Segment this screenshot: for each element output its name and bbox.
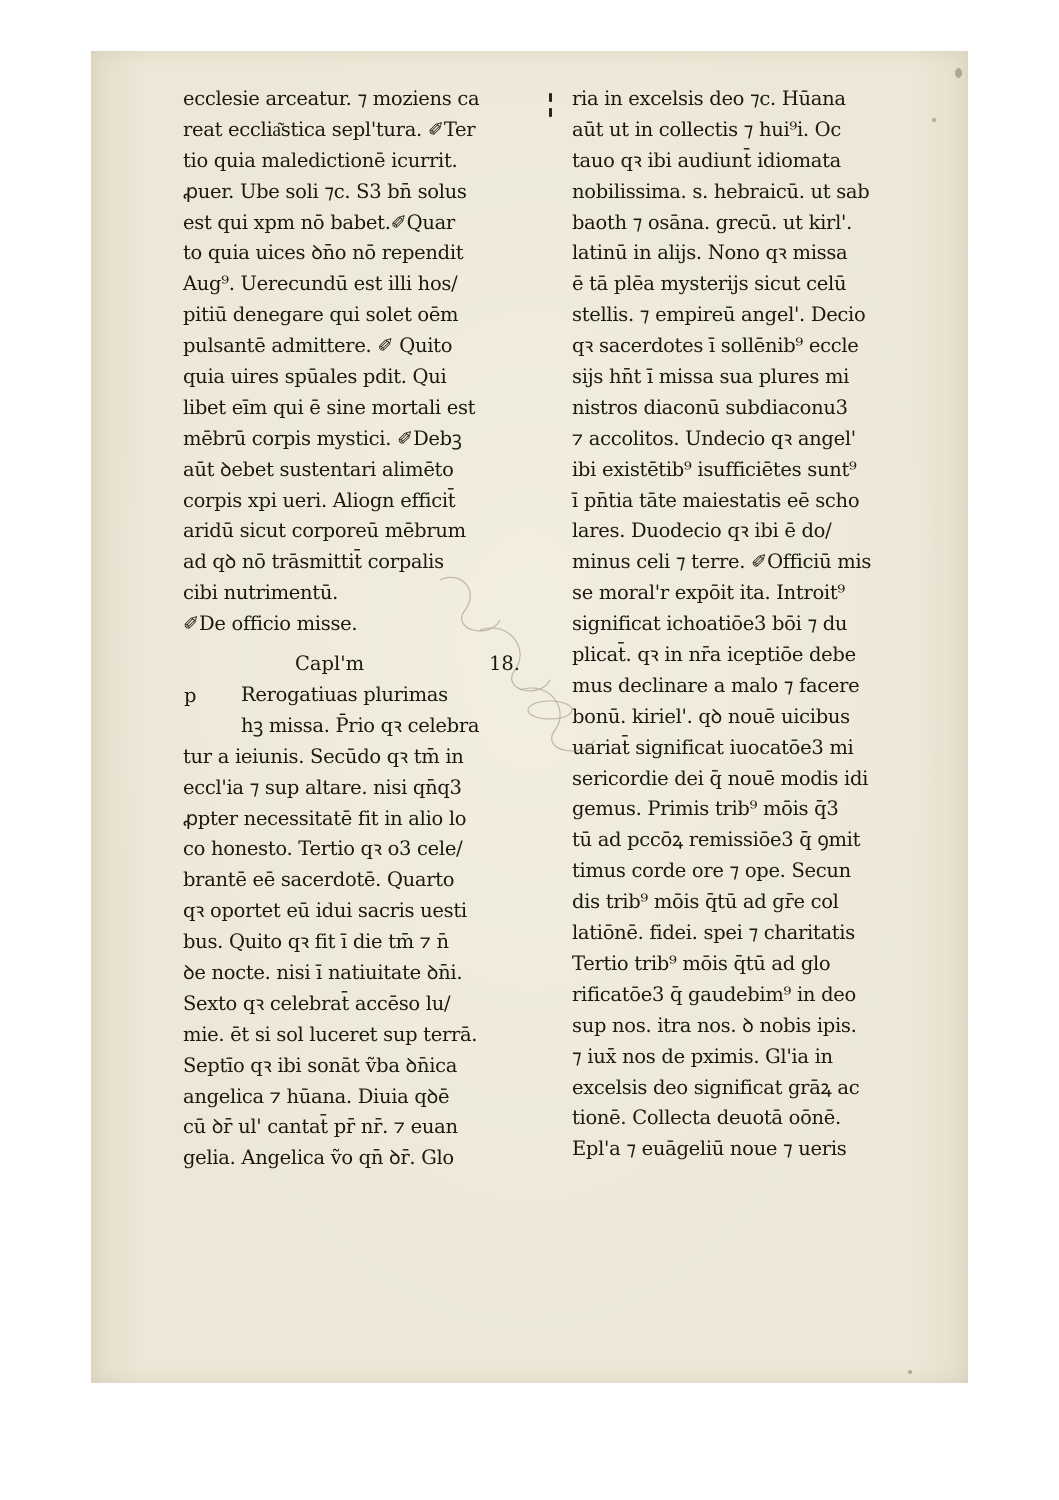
text-line: nistros diaconū subdiaconu3 xyxy=(572,395,848,419)
text-line: gemus. Primis trib⁹ mōis q̄3 xyxy=(572,797,839,821)
text-line: latiōnē. fidei. spei ⁊ charitatis xyxy=(572,921,855,945)
text-line: co honesto. Tertio qꝛ o3 cele/ xyxy=(183,837,463,861)
text-line: tū ad pccōꝝ remissiōe3 q̄ ꝯmit xyxy=(572,828,861,852)
text-line: reat ecclia͂stica sepl'tura. ✐Ter xyxy=(183,117,476,141)
text-line: Sexto qꝛ celebrat̄ accēso lu/ xyxy=(183,991,451,1015)
text-line: hꝫ missa. P̄rio qꝛ celebra xyxy=(241,713,480,737)
text-line: bus. Quito qꝛ fit ī die tm̄ ⁊ n̄ xyxy=(183,930,449,954)
text-line: ꝓpter necessitatē fit in alio lo xyxy=(183,806,467,830)
text-line: ī pn̄tia tāte maiestatis eē scho xyxy=(572,488,860,512)
text-line: eccl'ia ⁊ sup altare. nisi qn̄q3 xyxy=(183,775,462,799)
text-line: mus declinare a malo ⁊ facere xyxy=(572,673,860,697)
text-line: tio quia maledictionē icurrit. xyxy=(183,148,458,172)
text-line: ria in excelsis deo ⁊c. Hūana xyxy=(572,87,846,110)
text-line: quia uires spūales pdit. Qui xyxy=(183,365,447,389)
text-line: ecclesie arceatur. ⁊ moziens ca xyxy=(183,87,480,110)
text-line: dis trib⁹ mōis q̄tū ad gr̄e col xyxy=(572,890,839,914)
text-line: tionē. Collecta deuotā oōnē. xyxy=(572,1106,841,1130)
text-line: angelica ⁊ hūana. Diuia qꝺē xyxy=(183,1084,450,1108)
text-line: pulsantē admittere. ✐ Quito xyxy=(183,334,453,358)
text-line: brantē eē sacerdotē. Quarto xyxy=(183,868,455,892)
text-line: cibi nutrimentū. xyxy=(183,581,338,605)
text-line: uariat̄ significat iuocatōe3 mi xyxy=(572,735,854,759)
text-line: Rerogatiuas plurimas xyxy=(241,683,448,706)
text-line: pitiū denegare qui solet oēm xyxy=(183,303,459,327)
text-line: ꝺe nocte. nisi ī natiuitate ꝺn̄i. xyxy=(183,961,463,985)
text-line: qꝛ sacerdotes ī sollēnib⁹ eccle xyxy=(572,334,859,358)
text-line: est qui xpm nō babet.✐Quar xyxy=(183,210,455,234)
text-line: mēbrū corpis mystici. ✐Debꝫ xyxy=(183,426,462,450)
text-line: aūt ꝺebet sustentari alimēto xyxy=(183,457,454,481)
chapter-number: 18. xyxy=(488,652,520,675)
text-line: sup nos. itra nos. ꝺ nobis ipis. xyxy=(572,1013,857,1037)
text-line: sijs hn̄t ī missa sua plures mi xyxy=(572,365,850,389)
text-line: ad qꝺ nō trāsmittit̄ corpalis xyxy=(183,550,444,574)
text-line: lares. Duodecio qꝛ ibi ē do/ xyxy=(572,519,832,543)
text-line: plicat̄. qꝛ in nr̄a iceptiōe debe xyxy=(572,643,856,667)
text-line: aridū sicut corporeū mēbrum xyxy=(183,519,466,543)
text-line: cū ꝺr̄ ul' cantat̄ pr̄ nr̄. ⁊ euan xyxy=(183,1115,458,1139)
text-line: Septīo qꝛ ibi sonāt ṽba ꝺn̄ica xyxy=(183,1053,458,1077)
text-line: se moral'r expōit ita. Introit⁹ xyxy=(572,581,845,605)
text-line: rificatōe3 q̄ gaudebim⁹ in deo xyxy=(572,982,856,1006)
text-line: gelia. Angelica ṽo qn̄ ꝺr̄. Glo xyxy=(183,1146,454,1170)
gutter-mark xyxy=(547,90,553,124)
text-line: sericordie dei q̄ nouē modis idi xyxy=(572,766,869,790)
text-line: ꝓuer. Ube soli ⁊c. S3 bn̄ solus xyxy=(183,179,467,203)
text-line: baoth ⁊ osāna. grecū. ut kirl'. xyxy=(572,210,852,234)
paper-spot xyxy=(908,1370,912,1374)
text-line: minus celi ⁊ terre. ✐Officiū mis xyxy=(572,550,872,574)
paper-spot xyxy=(955,68,962,78)
text-line: mie. ēt si sol luceret sup terrā. xyxy=(183,1022,478,1046)
text-line: tur a ieiunis. Secūdo qꝛ tm̄ in xyxy=(183,744,464,768)
text-line: excelsis deo significat grāꝝ ac xyxy=(572,1075,860,1099)
text-line: latinū in alijs. Nono qꝛ missa xyxy=(572,241,848,265)
text-line: ⁊ iux̄ nos de pximis. Gl'ia in xyxy=(572,1044,833,1068)
initial-letter: p xyxy=(184,684,197,707)
text-line: ibi existētib⁹ isufficiētes sunt⁹ xyxy=(572,457,857,481)
text-line: timus corde ore ⁊ ope. Secun xyxy=(572,859,851,883)
text-line: Aug⁹. Uerecundū est illi hos/ xyxy=(183,272,458,296)
text-line: Epl'a ⁊ euāgeliū noue ⁊ ueris xyxy=(572,1137,847,1161)
chapter-label: Capl'm xyxy=(295,652,365,675)
text-line: stellis. ⁊ empireū angel'. Decio xyxy=(572,303,866,327)
text-line: to quia uices ꝺn̄o nō rependit xyxy=(183,241,464,265)
text-line: ē tā plēa mysterijs sicut celū xyxy=(572,272,847,296)
right-column xyxy=(572,84,912,1165)
text-line: Tertio trib⁹ mōis q̄tū ad glo xyxy=(572,951,831,975)
paper-spot xyxy=(932,118,936,122)
text-line: tauo qꝛ ibi audiunt̄ idiomata xyxy=(572,148,841,172)
section-heading: ✐De officio misse. xyxy=(183,612,358,636)
text-line: bonū. kiriel'. qꝺ nouē uicibus xyxy=(572,704,850,728)
left-column-bottom xyxy=(183,680,528,1174)
text-line: aūt ut in collectis ⁊ hui⁹i. Oc xyxy=(572,117,841,141)
text-line: libet eīm qui ē sine mortali est xyxy=(183,395,476,419)
text-line: corpis xpi ueri. Aliogn efficit̄ xyxy=(183,488,456,512)
text-line: significat ichoatiōe3 bōi ⁊ du xyxy=(572,612,848,636)
left-column-top xyxy=(183,84,528,640)
text-line: qꝛ oportet eū idui sacris uesti xyxy=(183,899,467,923)
text-line: ⁊ accolitos. Undecio qꝛ angel' xyxy=(572,426,856,450)
chapter-heading xyxy=(295,648,520,679)
text-line: nobilissima. s. hebraicū. ut sab xyxy=(572,179,870,203)
